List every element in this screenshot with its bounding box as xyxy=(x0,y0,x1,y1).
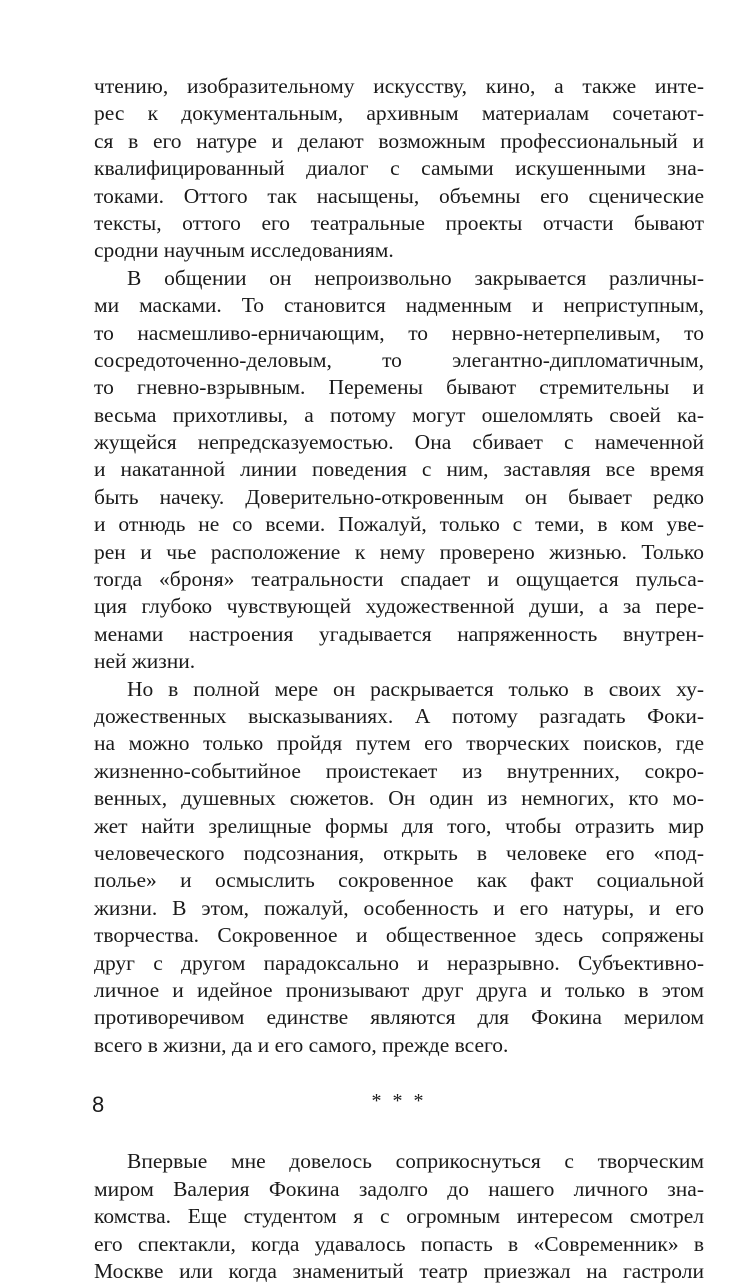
paragraph-1 xyxy=(94,73,704,265)
text-line: творчества. Сокровенное и общественное здесь сопряжены xyxy=(94,923,704,948)
text-line: токами. Оттого так насыщены, объемны его сценические xyxy=(94,183,704,208)
text-line: ция глубоко чувствующей художественной души, а за пере- xyxy=(94,594,704,619)
text-line: то гневно-взрывным. Перемены бывают стремительны и xyxy=(94,375,704,400)
text-line: Но в полной мере он раскрывается только в своих ху- xyxy=(127,676,704,701)
text-line: Москве или когда знаменитый театр приезжал на гастроли xyxy=(94,1259,704,1284)
text-line: быть начеку. Доверительно-откровенным он бывает редко xyxy=(94,484,704,509)
text-line: человеческого подсознания, открыть в человеке его «под- xyxy=(94,840,704,865)
section-separator: * * * xyxy=(371,1090,427,1113)
text-line: менами настроения угадывается напряженность внутрен- xyxy=(94,621,704,646)
text-line: ней жизни. xyxy=(94,649,196,674)
text-line: комства. Еще студентом я с огромным интересом смотрел xyxy=(94,1204,704,1229)
text-line: тогда «броня» театральности спадает и ощущается пульса- xyxy=(94,567,704,592)
text-line: сосредоточенно-деловым, то элегантно-дипломатичным, xyxy=(94,347,704,372)
text-line: и накатанной линии поведения с ним, заставляя все время xyxy=(94,457,704,482)
text-line: жущейся непредсказуемостью. Она сбивает с намеченной xyxy=(94,430,704,455)
text-line: дожественных высказываниях. А потому разгадать Фоки- xyxy=(94,703,704,728)
text-line: рес к документальным, архивным материалам сочетают- xyxy=(94,101,704,126)
text-line: рен и чье расположение к нему проверено жизнью. Только xyxy=(94,539,704,564)
text-line: личное и идейное пронизывают друг друга и только в этом xyxy=(94,977,704,1002)
paragraph-3 xyxy=(94,676,704,1059)
text-line: весьма прихотливы, а потому могут ошеломлять своей ка- xyxy=(94,402,704,427)
text-line: миром Валерия Фокина задолго до нашего личного зна- xyxy=(94,1176,704,1201)
text-line: жизни. В этом, пожалуй, особенность и его натуры, и его xyxy=(94,895,704,920)
text-line: жет найти зрелищные формы для того, чтобы отразить мир xyxy=(94,813,704,838)
text-line: чтению, изобразительному искусству, кино, а также инте- xyxy=(94,74,704,98)
text-line: жизненно-событийное проистекает из внутренних, сокро- xyxy=(94,758,704,783)
text-line: полье» и осмыслить сокровенное как факт социальной xyxy=(94,868,704,893)
text-line: ся в его натуре и делают возможным профессиональный и xyxy=(94,128,704,153)
text-line: противоречивом единстве являются для Фокина мерилом xyxy=(94,1005,704,1030)
text-line: сродни научным исследованиям. xyxy=(94,238,394,263)
text-line: В общении он непроизвольно закрывается различны- xyxy=(127,265,704,290)
page-number: 8 xyxy=(92,1092,105,1117)
text-line: то насмешливо-ерничающим, то нервно-нетерпеливым, то xyxy=(94,320,704,345)
paragraph-4 xyxy=(94,1148,704,1285)
text-line: тексты, оттого его театральные проекты отчасти бывают xyxy=(94,210,704,235)
paragraph-2 xyxy=(94,265,704,676)
text-line: друг с другом парадоксально и неразрывно. Субъективно- xyxy=(94,950,704,975)
text-line: его спектакли, когда удавалось попасть в «Современник» в xyxy=(94,1231,704,1256)
page-body xyxy=(94,73,704,1285)
text-line: всего в жизни, да и его самого, прежде всего. xyxy=(94,1032,509,1057)
text-line: венных, душевных сюжетов. Он один из немногих, кто мо- xyxy=(94,786,704,811)
text-line: квалифицированный диалог с самыми искушенными зна- xyxy=(94,156,704,181)
text-line: на можно только пройдя путем его творческих поисков, где xyxy=(94,731,704,756)
text-line: ми масками. То становится надменным и неприступным, xyxy=(94,293,704,318)
text-line: и отнюдь не со всеми. Пожалуй, только с теми, в ком уве- xyxy=(94,512,704,537)
text-line: Впервые мне довелось соприкоснуться с творческим xyxy=(127,1149,704,1174)
